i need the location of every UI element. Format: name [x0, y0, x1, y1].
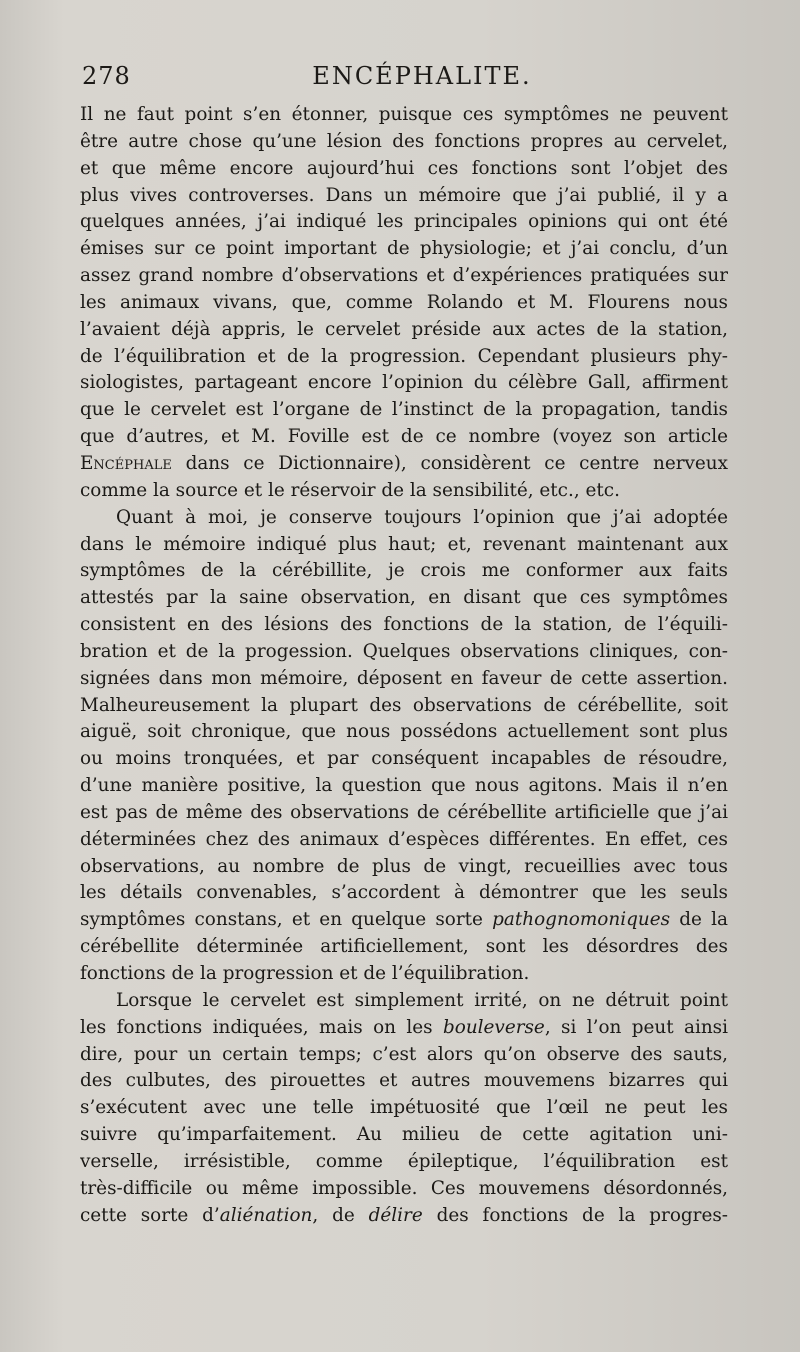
text-line: signées dans mon mémoire, déposent en faveur de cette assertion.	[80, 667, 728, 689]
line-segment: , si l’on peut ainsi	[544, 1016, 728, 1038]
running-title: ENCÉPHALITE.	[312, 62, 532, 90]
text-line: s’exécutent avec une telle impétuosité que l’œil ne peut les	[80, 1097, 728, 1119]
text-line: que d’autres, et M. Foville est de ce nombre (voyez son article	[80, 426, 728, 448]
paragraph-1	[80, 102, 728, 505]
text-line: l’avaient déjà appris, le cervelet préside aux actes de la station,	[80, 318, 728, 340]
paragraph-2	[80, 505, 728, 988]
text-line: déterminées chez des animaux d’espèces différentes. En effet, ces	[80, 828, 728, 850]
text-line: plus vives controverses. Dans un mémoire que j’ai publié, il y a	[80, 184, 728, 206]
text-line: des culbutes, des pirouettes et autres mouvemens bizarres qui	[80, 1070, 728, 1092]
text-line: suivre qu’imparfaitement. Au milieu de cette agitation uni-	[80, 1124, 728, 1146]
paragraph-3	[80, 988, 728, 1230]
text-line: Malheureusement la plupart des observations de cérébellite, soit	[80, 694, 728, 716]
text-line: assez grand nombre d’observations et d’expériences pratiquées sur	[80, 265, 728, 287]
text-line: aiguë, soit chronique, que nous possédons actuellement sont plus	[80, 721, 728, 743]
text-line: bration et de la progession. Quelques observations cliniques, con-	[80, 640, 728, 662]
line-segment: des fonctions de la progres-	[422, 1204, 728, 1226]
text-line: les animaux vivans, que, comme Rolando et M. Flourens nous	[80, 291, 728, 313]
text-line: observations, au nombre de plus de vingt, recueillies avec tous	[80, 855, 728, 877]
text-line	[80, 907, 728, 934]
text-line: verselle, irrésistible, comme épileptique, l’équilibration est	[80, 1150, 728, 1172]
line-segment: symptômes constans, et en quelque sorte	[80, 909, 493, 931]
text-line	[80, 1015, 728, 1042]
text-line	[80, 1203, 728, 1230]
text-line: consistent en des lésions des fonctions de la station, de l’équili-	[80, 614, 728, 636]
text-line	[80, 451, 728, 478]
text-line: Il ne faut point s’en étonner, puisque ces symptômes ne peuvent	[80, 104, 728, 125]
line-segment: cette sorte d’	[80, 1204, 220, 1226]
text-line: et que même encore aujourd’hui ces fonctions sont l’objet des	[80, 157, 728, 179]
page-number: 278	[82, 62, 131, 90]
text-line: d’une manière positive, la question que nous agitons. Mais il n’en	[80, 775, 728, 797]
italic-term: bouleverse	[442, 1016, 545, 1038]
italic-term: pathognomoniques	[492, 909, 671, 931]
page-header	[82, 62, 722, 96]
text-line: dire, pour un certain temps; c’est alors qu’on observe des sauts,	[80, 1043, 728, 1065]
line-segment: de la	[670, 909, 728, 931]
text-line: dans le mémoire indiqué plus haut; et, revenant maintenant aux	[80, 533, 728, 555]
smallcaps-term: Encéphale	[80, 452, 172, 474]
line-segment: les fonctions indiquées, mais on les	[80, 1016, 443, 1038]
line-segment: , de	[312, 1204, 369, 1226]
text-line: très-difficile ou même impossible. Ces mouvemens désordonnés,	[80, 1177, 728, 1199]
text-line: de l’équilibration et de la progression. Cependant plusieurs phy-	[80, 345, 728, 367]
text-line: les détails convenables, s’accordent à démontrer que les seuls	[80, 882, 728, 904]
text-line: que le cervelet est l’organe de l’instinct de la propagation, tandis	[80, 399, 728, 421]
text-line: fonctions de la progression et de l’équilibration.	[80, 963, 530, 984]
text-line: émises sur ce point important de physiologie; et j’ai conclu, d’un	[80, 238, 728, 260]
text-line: être autre chose qu’une lésion des fonctions propres au cervelet,	[80, 130, 728, 152]
text-line: est pas de même des observations de cérébellite artificielle que j’ai	[80, 801, 728, 823]
text-line: Quant à moi, je conserve toujours l’opinion que j’ai adoptée	[116, 506, 728, 528]
line-segment: dans ce Dictionnaire), considèrent ce centre nerveux	[171, 452, 728, 474]
text-line: symptômes de la cérébillite, je crois me conformer aux faits	[80, 560, 728, 582]
text-line: attestés par la saine observation, en disant que ces symptômes	[80, 587, 728, 609]
body-text	[80, 102, 728, 1229]
text-line: ou moins tronquées, et par conséquent incapables de résoudre,	[80, 748, 728, 770]
text-line: comme la source et le réservoir de la sensibilité, etc., etc.	[80, 479, 620, 501]
text-line: Lorsque le cervelet est simplement irrité, on ne détruit point	[116, 989, 728, 1011]
italic-term: aliénation	[219, 1204, 313, 1226]
text-line: cérébellite déterminée artificiellement, sont les désordres des	[80, 936, 728, 958]
text-line: siologistes, partageant encore l’opinion du célèbre Gall, affirment	[80, 372, 728, 394]
text-line: quelques années, j’ai indiqué les principales opinions qui ont été	[80, 211, 728, 233]
italic-term: délire	[368, 1204, 423, 1226]
